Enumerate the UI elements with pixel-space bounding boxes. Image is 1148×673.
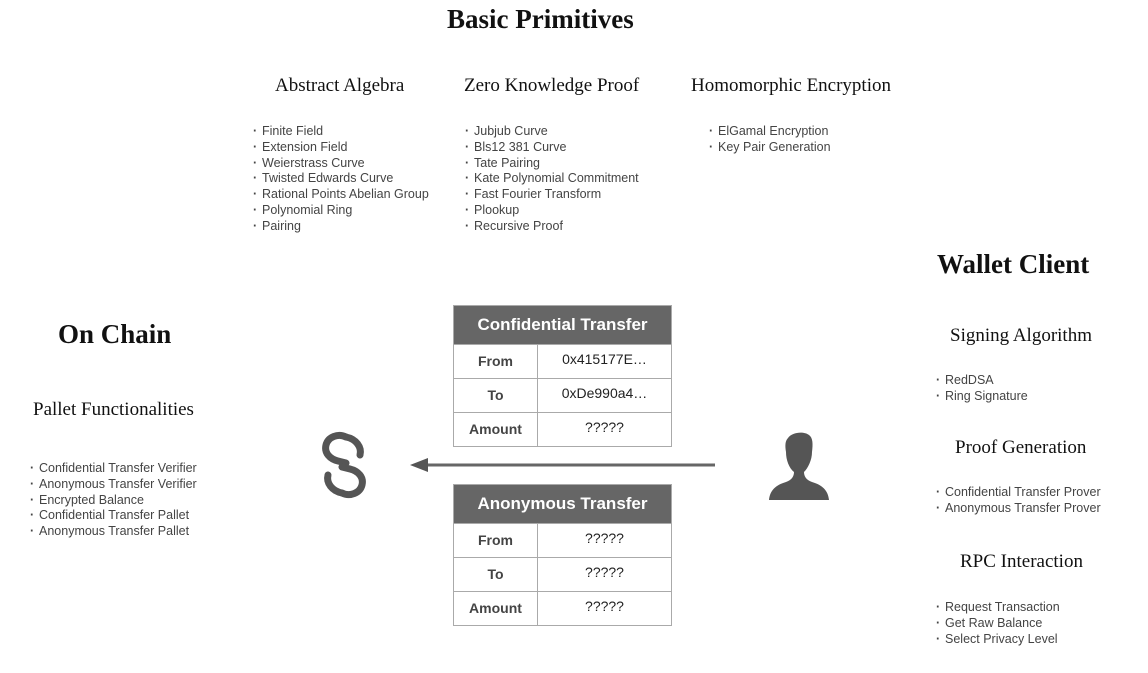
list-item: · Recursive Proof xyxy=(465,219,639,235)
table-row xyxy=(454,412,671,446)
list-item: · Finite Field xyxy=(253,124,429,140)
list-item: · Get Raw Balance xyxy=(936,616,1060,632)
table-row xyxy=(454,378,671,412)
abstract-algebra-title: Abstract Algebra xyxy=(275,75,405,96)
pallet-functionalities-title: Pallet Functionalities xyxy=(33,399,194,420)
list-item: · Jubjub Curve xyxy=(465,124,639,140)
table-row xyxy=(454,523,671,557)
list-item: · Pairing xyxy=(253,219,429,235)
arrow-left xyxy=(408,456,718,474)
pallet-functionalities-list xyxy=(30,461,197,540)
list-item: · Anonymous Transfer Pallet xyxy=(30,524,197,540)
signing-algorithm-list xyxy=(936,373,1028,405)
from-value: 0x415177E… xyxy=(562,351,647,367)
table-row xyxy=(454,344,671,378)
from-value: ????? xyxy=(585,530,624,546)
list-item: · Tate Pairing xyxy=(465,156,639,172)
list-item: · Anonymous Transfer Verifier xyxy=(30,477,197,493)
list-item: · Twisted Edwards Curve xyxy=(253,171,429,187)
list-item: · Confidential Transfer Verifier xyxy=(30,461,197,477)
on-chain-title: On Chain xyxy=(58,319,172,349)
homomorphic-encryption-list xyxy=(709,124,831,156)
list-item: · Plookup xyxy=(465,203,639,219)
zero-knowledge-proof-list xyxy=(465,124,639,235)
list-item: · RedDSA xyxy=(936,373,1028,389)
list-item: · Fast Fourier Transform xyxy=(465,187,639,203)
list-item: · Request Transaction xyxy=(936,600,1060,616)
from-label: From xyxy=(454,345,538,378)
rpc-interaction-title: RPC Interaction xyxy=(960,551,1083,572)
user-icon xyxy=(766,430,832,500)
table-row xyxy=(454,557,671,591)
amount-value: ????? xyxy=(585,598,624,614)
list-item: · Polynomial Ring xyxy=(253,203,429,219)
list-item: · Extension Field xyxy=(253,140,429,156)
confidential-transfer-table xyxy=(453,305,672,447)
to-label: To xyxy=(454,379,538,412)
anonymous-transfer-title: Anonymous Transfer xyxy=(454,485,671,523)
link-icon xyxy=(316,431,372,499)
proof-generation-title: Proof Generation xyxy=(955,437,1087,458)
homomorphic-encryption-title: Homomorphic Encryption xyxy=(691,75,891,96)
list-item: · Weierstrass Curve xyxy=(253,156,429,172)
amount-value: ????? xyxy=(585,419,624,435)
zero-knowledge-proof-title: Zero Knowledge Proof xyxy=(464,75,640,96)
signing-algorithm-title: Signing Algorithm xyxy=(950,325,1092,346)
to-value: 0xDe990a4… xyxy=(561,385,648,401)
list-item: · Bls12 381 Curve xyxy=(465,140,639,156)
list-item: · Ring Signature xyxy=(936,389,1028,405)
list-item: · Confidential Transfer Prover xyxy=(936,485,1101,501)
to-value: ????? xyxy=(585,564,624,580)
table-row xyxy=(454,591,671,625)
list-item: · Key Pair Generation xyxy=(709,140,831,156)
confidential-transfer-title: Confidential Transfer xyxy=(454,306,671,344)
anonymous-transfer-table xyxy=(453,484,672,626)
list-item: · Confidential Transfer Pallet xyxy=(30,508,197,524)
amount-label: Amount xyxy=(454,413,538,446)
to-label: To xyxy=(454,558,538,591)
list-item: · Kate Polynomial Commitment xyxy=(465,171,639,187)
wallet-client-title: Wallet Client xyxy=(937,249,1090,279)
abstract-algebra-list xyxy=(253,124,429,235)
list-item: · ElGamal Encryption xyxy=(709,124,831,140)
list-item: · Select Privacy Level xyxy=(936,632,1060,648)
basic-primitives-title: Basic Primitives xyxy=(447,4,634,34)
list-item: · Rational Points Abelian Group xyxy=(253,187,429,203)
rpc-interaction-list xyxy=(936,600,1060,647)
list-item: · Anonymous Transfer Prover xyxy=(936,501,1101,517)
from-label: From xyxy=(454,524,538,557)
amount-label: Amount xyxy=(454,592,538,625)
list-item: · Encrypted Balance xyxy=(30,493,197,509)
proof-generation-list xyxy=(936,485,1101,517)
